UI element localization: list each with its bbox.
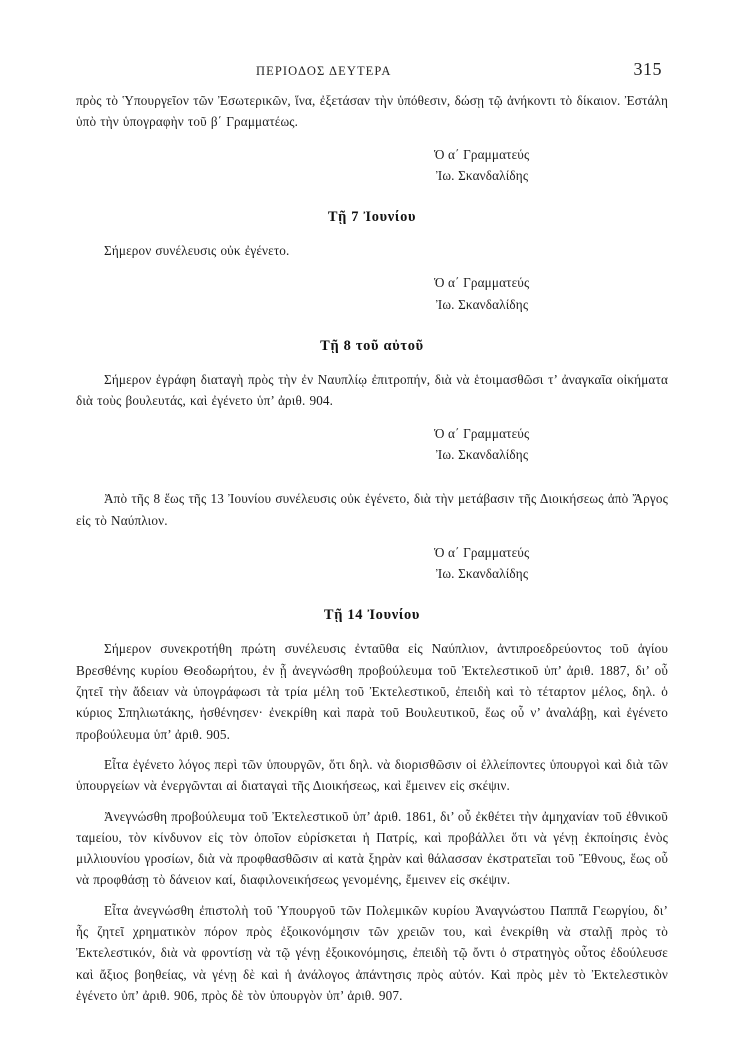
paragraph-2: Εἶτα ἐγένετο λόγος περὶ τῶν ὑπουργῶν, ὅτι δηλ. νὰ διορισθῶσιν οἱ ἐλλείποντες ὑπουργοὶ καὶ διὰ τῶν ὑπουργείων νὰ ἐνεργῶνται αἱ διαταγαὶ τῆς Διοικήσεως, καὶ ἔμεινεν εἰς σκέψιν. xyxy=(76,756,668,794)
spacer xyxy=(76,531,668,542)
paragraph-june-7: Σήμερον συνέλευσις οὐκ ἐγένετο. xyxy=(104,243,290,259)
heading-june-14: Τῇ 14 Ἰουνίου xyxy=(323,607,421,624)
paragraph-opening: πρὸς τὸ Ὑπουργεῖον τῶν Ἐσωτερικῶν, ἵνα, ἐξετάσαν τὴν ὑπόθεσιν, δώσῃ τῷ ἀνήκοντι τὸ δίκαιον. Ἐστάλη ὑπὸ τὴν ὑπογραφὴν τοῦ β΄ Γραμματέως. xyxy=(76,93,668,130)
spacer xyxy=(76,891,668,900)
signature-name: Ἰω. Σκανδαλίδης xyxy=(436,446,529,462)
spacer xyxy=(76,261,668,272)
spacer xyxy=(76,745,668,754)
spacer xyxy=(76,479,668,488)
signature-title: Ὁ α΄ Γραμματεύς xyxy=(434,425,530,441)
spacer xyxy=(76,465,668,479)
running-head-title: ΠΕΡΙΟΔΟΣ ΔΕΥΤΕΡΑ xyxy=(256,64,392,78)
spacer xyxy=(76,584,668,605)
signature-name: Ἰω. Σκανδαλίδης xyxy=(436,296,529,312)
spacer xyxy=(76,133,668,144)
paragraph-june-8: Σήμερον ἐγράφη διαταγὴ πρὸς τὴν ἐν Ναυπλίῳ ἐπιτροπήν, διὰ νὰ ἑτοιμασθῶσι τ’ ἀναγκαῖα οἰκήματα διὰ τοὺς βουλευτάς, καὶ ἐγένετο ὑπ’ ἀριθ. 904. xyxy=(76,372,668,409)
spacer xyxy=(76,315,668,336)
body-column xyxy=(76,90,668,1006)
signature-block-1 xyxy=(76,144,668,187)
signature-title: Ὁ α΄ Γραμματεύς xyxy=(434,146,530,162)
signature-title: Ὁ α΄ Γραμματεύς xyxy=(434,544,530,560)
heading-june-7: Τῇ 7 Ἰουνίου xyxy=(327,209,417,226)
paragraph-june-8-to-13: Ἀπὸ τῆς 8 ἕως τῆς 13 Ἰουνίου συνέλευσις οὐκ ἐγένετο, διὰ τὴν μετάβασιν τῆς Διοικήσεως ἀπὸ Ἄργος εἰς τὸ Ναύπλιον. xyxy=(76,491,668,528)
paragraph-3: Ἀνεγνώσθη προβούλευμα τοῦ Ἐκτελεστικοῦ ὑπ’ ἀριθ. 1861, δι’ οὗ ἐκθέτει τὴν ἀμηχανίαν τοῦ ἐθνικοῦ ταμείου, τὸν κίνδυνον εἰς τὸν ὁποῖον εὑρίσκεται ἡ Πατρίς, καὶ προβάλλει ὅτι νὰ γένῃ ἐκποίησις ἑνὸς μιλλιουνίου γροσίων, διὰ νὰ προφθασθῶσιν αἱ κατὰ ξηρὰν καὶ θάλασσαν ἐκστρατεῖαι τοῦ Ἔθνους, ἕως οὗ νὰ προφθάσῃ τὸ δάνειον καί, διαφιλονεικήσεως γενομένης, ἔμεινεν εἰς σκέψιν. xyxy=(76,808,668,888)
paragraph-1: Σήμερον συνεκροτήθη πρώτη συνέλευσις ἐνταῦθα εἰς Ναύπλιον, ἀντιπροεδρεύοντος τοῦ ἁγίου Βρεσθένης κυρίου Θεοδωρήτου, ἐν ᾗ ἀνεγνώσθη προβούλευμα τοῦ Ἐκτελεστικοῦ ὑπ’ ἀριθ. 1887, δι’ οὗ ζητεῖ τὴν ἄδειαν νὰ ὑπογράφωσι τὰ τρία μέλη τοῦ Ἐκτελεστικοῦ, ἐπειδὴ καὶ τὸ τέταρτον μέλος, δηλ. ὁ κύριος Σπηλιωτάκης, ἠσθένησεν· ἐνεκρίθη καὶ παρὰ τοῦ Βουλευτικοῦ, ἕως οὗ ν’ ἀναλάβῃ, καὶ ἐγένετο προβούλευμα ὑπ’ ἀριθ. 905. xyxy=(76,641,668,742)
signature-block-3 xyxy=(76,423,668,466)
signature-name: Ἰω. Σκανδαλίδης xyxy=(436,566,529,582)
signature-block-2 xyxy=(76,272,668,315)
running-head xyxy=(76,59,668,84)
spacer xyxy=(76,356,668,369)
paragraph-4: Εἶτα ἀνεγνώσθη ἐπιστολὴ τοῦ Ὑπουργοῦ τῶν Πολεμικῶν κυρίου Ἀναγνώστου Παππᾶ Γεωργίου, δι’ ἧς ζητεῖ χρηματικὸν πόρον πρὸς ἐξοικονόμησιν τῶν χρειῶν του, καὶ ἐνεκρίθη νὰ σταλῇ πρὸς τὸ Ἐκτελεστικόν, διὰ νὰ φροντίσῃ νὰ τῷ γένῃ ἐξοικονόμησις, ἐπειδὴ τῷ ὄντι ὁ στρατηγὸς οὗτος ἐδούλευσε καὶ ἄξιος βοηθείας, νὰ γένῃ δὲ καὶ ἡ ἀνάλογος ἀπάντησις πρὸς αὐτόν. Καὶ πρὸς μὲν τὸ Ἐκτελεστικὸν ἐγένετο ὑπ’ ἀριθ. 906, πρὸς δὲ τὸν ὑπουργὸν ὑπ’ ἀριθ. 907. xyxy=(76,902,668,1003)
spacer xyxy=(76,412,668,423)
signature-name: Ἰω. Σκανδαλίδης xyxy=(436,167,529,183)
spacer xyxy=(76,625,668,638)
spacer xyxy=(76,186,668,207)
heading-june-8: Τῇ 8 τοῦ αὐτοῦ xyxy=(320,338,424,355)
signature-block-4 xyxy=(76,542,668,585)
spacer xyxy=(76,797,668,806)
spacer xyxy=(76,227,668,240)
signature-title: Ὁ α΄ Γραμματεύς xyxy=(434,275,530,291)
page-number: 315 xyxy=(633,59,662,79)
